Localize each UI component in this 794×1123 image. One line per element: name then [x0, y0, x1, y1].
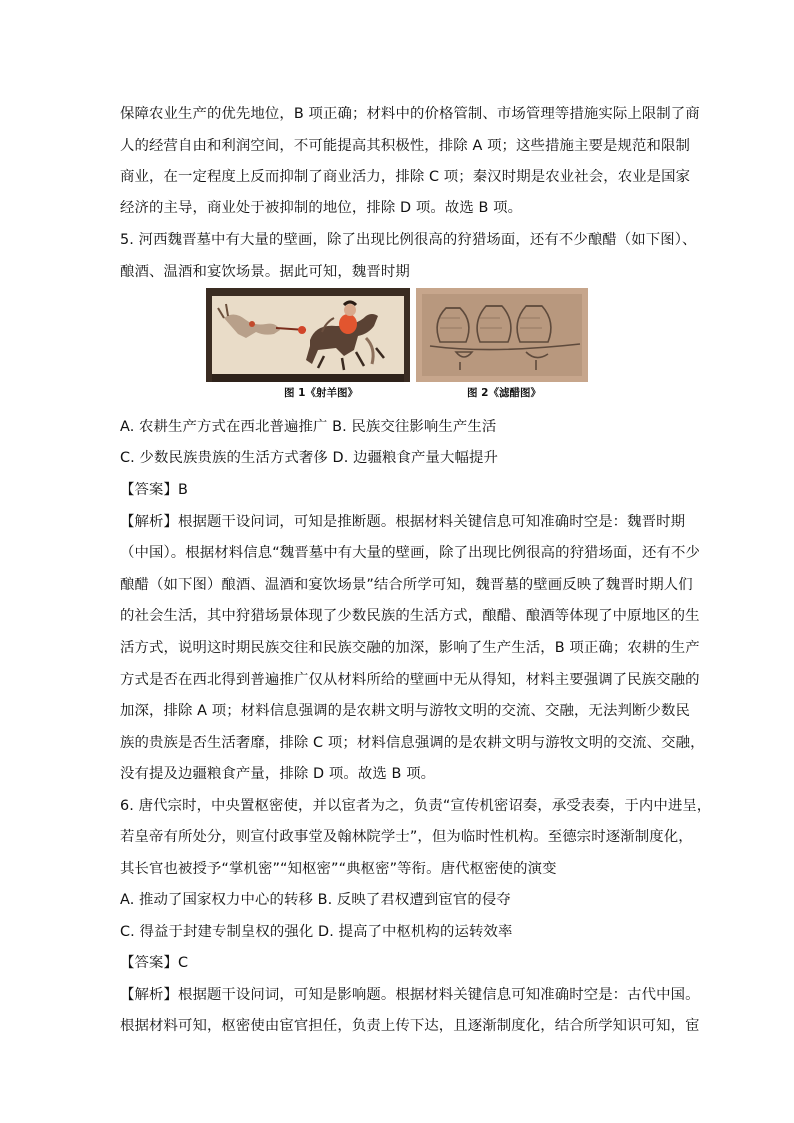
text-line: 商业，在一定程度上反而抑制了商业活力，排除 C 项；秦汉时期是农业社会，农业是国家 — [120, 169, 691, 185]
analysis-line: 酿醋（如下图）酿酒、温酒和宴饮场景”结合所学可知，魏晋墓的壁画反映了魏晋时期人们 — [120, 577, 693, 593]
option-line: C. 少数民族贵族的生活方式奢侈 D. 边疆粮食产量大幅提升 — [120, 450, 498, 466]
option-line: A. 农耕生产方式在西北普遍推广 B. 民族交往影响生产生活 — [120, 419, 497, 435]
analysis-line: 根据材料可知，枢密使由宦官担任，负责上传下达，且逐渐制度化，结合所学知识可知，宦 — [120, 1018, 700, 1034]
question-5-stem: 酿酒、温酒和宴饮场景。据此可知，魏晋时期 — [120, 264, 410, 280]
analysis-line: 没有提及边疆粮食产量，排除 D 项。故选 B 项。 — [120, 766, 436, 782]
text-line: 保障农业生产的优先地位，B 项正确；材料中的价格管制、市场管理等措施实际上限制了商 — [120, 106, 700, 122]
analysis-line: （中国）。根据材料信息“魏晋墓中有大量的壁画，除了出现比例很高的狩猎场面，还有不少 — [120, 545, 700, 561]
question-6-stem: 6. 唐代宗时，中央置枢密使，并以宦者为之，负责“宣传机密诏奏，承受表奏，于内中进呈， — [120, 798, 712, 814]
analysis-line: 加深，排除 A 项；材料信息强调的是农耕文明与游牧文明的交流、交融，无法判断少数民 — [120, 703, 690, 719]
answer-line: 【答案】B — [120, 482, 188, 498]
figure-2-caption: 图 2《滤醋图》 — [467, 387, 541, 399]
figure-1-caption: 图 1《射羊图》 — [284, 387, 358, 399]
question-5-stem: 5. 河西魏晋墓中有大量的壁画，除了出现比例很高的狩猎场面，还有不少酿醋（如下图）、 — [120, 232, 697, 248]
analysis-line: 【解析】根据题干设问词，可知是推断题。根据材料关键信息可知准确时空是：魏晋时期 — [120, 514, 686, 530]
answer-line: 【答案】C — [120, 955, 189, 971]
question-6-stem: 若皇帝有所处分，则宣付政事堂及翰林院学士”，但为临时性机构。至德宗时逐渐制度化， — [120, 829, 693, 845]
analysis-line: 方式是否在西北得到普遍推广仅从材料所给的壁画中无从得知，材料主要强调了民族交融的 — [120, 672, 700, 688]
figure-2-vinegar-mural — [416, 288, 588, 382]
text-line: 经济的主导，商业处于被抑制的地位，排除 D 项。故选 B 项。 — [120, 200, 523, 216]
analysis-line: 族的贵族是否生活奢靡，排除 C 项；材料信息强调的是农耕文明与游牧文明的交流、交融， — [120, 735, 705, 751]
option-line: A. 推动了国家权力中心的转移 B. 反映了君权遭到宦官的侵夺 — [120, 892, 511, 908]
figure-1-hunting-mural — [206, 288, 410, 382]
analysis-line: 活方式，说明这时期民族交往和民族交融的加深，影响了生产生活，B 项正确；农耕的生产 — [120, 640, 700, 656]
analysis-line: 【解析】根据题干设问词，可知是影响题。根据材料关键信息可知准确时空是：古代中国。 — [120, 987, 700, 1003]
analysis-line: 的社会生活，其中狩猎场景体现了少数民族的生活方式，酿醋、酿酒等体现了中原地区的生 — [120, 608, 700, 624]
option-line: C. 得益于封建专制皇权的强化 D. 提高了中枢机构的运转效率 — [120, 924, 513, 940]
question-6-stem: 其长官也被授予“掌机密”“知枢密”“典枢密”等衔。唐代枢密使的演变 — [120, 861, 557, 877]
text-line: 人的经营自由和利润空间，不可能提高其积极性，排除 A 项；这些措施主要是规范和限制 — [120, 138, 690, 154]
